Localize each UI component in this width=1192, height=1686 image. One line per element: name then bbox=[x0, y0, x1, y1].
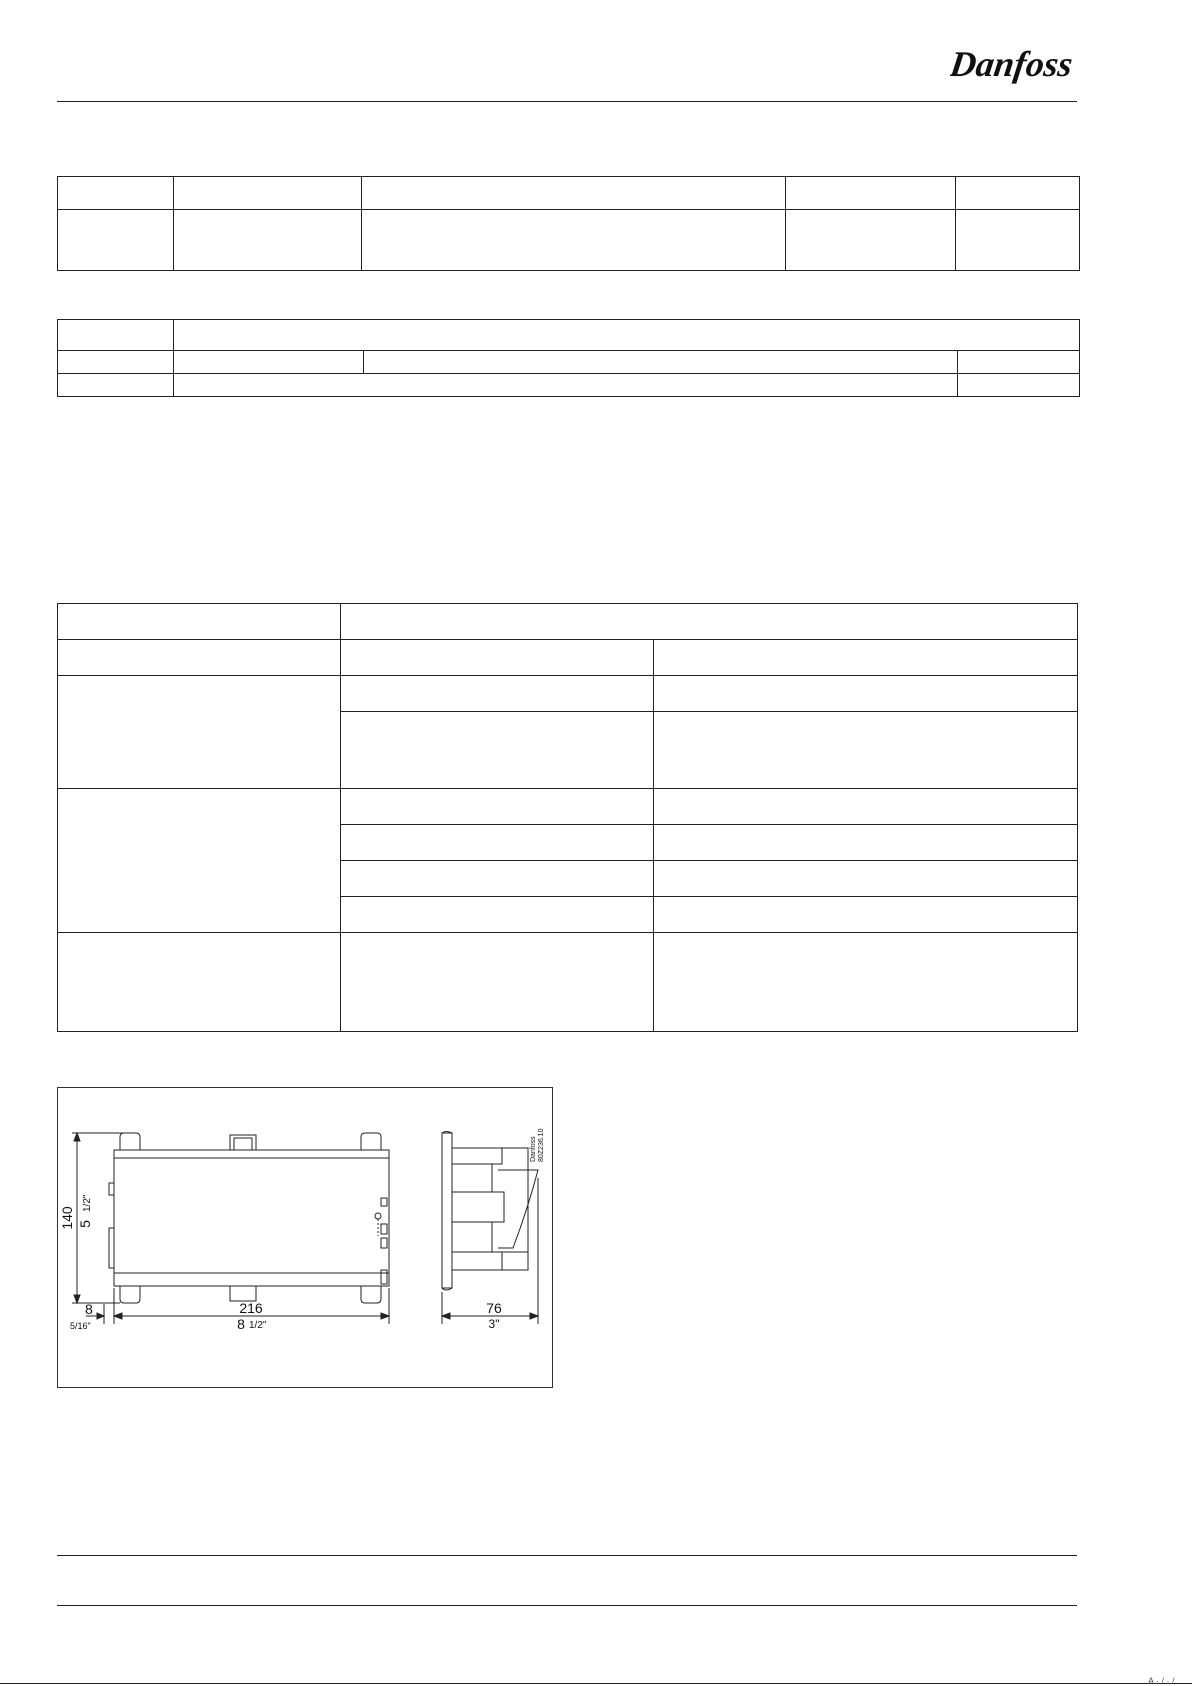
height-mm-label: 140 bbox=[59, 1206, 75, 1230]
table-cell bbox=[654, 676, 1078, 712]
table-cell bbox=[956, 177, 1080, 210]
table-row bbox=[58, 676, 1078, 712]
table-cell bbox=[174, 320, 1080, 351]
table-cell bbox=[58, 351, 174, 374]
depth-mm-label: 76 bbox=[486, 1300, 502, 1316]
table-row bbox=[58, 351, 1080, 374]
table-cell bbox=[58, 210, 174, 271]
table-cell bbox=[341, 897, 654, 933]
mounting-tab bbox=[120, 1286, 140, 1303]
mounting-tab bbox=[361, 1286, 381, 1303]
svg-text:Danfoss: Danfoss bbox=[950, 44, 1076, 84]
table-row bbox=[58, 789, 1078, 825]
bottom-clip bbox=[230, 1286, 256, 1301]
table-row bbox=[58, 933, 1078, 1032]
front-view-body bbox=[114, 1150, 389, 1286]
table-cell bbox=[341, 789, 654, 825]
offset-mm-label: 8 bbox=[85, 1301, 93, 1317]
table-cell bbox=[786, 210, 956, 271]
table-cell bbox=[958, 374, 1080, 397]
table-cell bbox=[58, 933, 341, 1032]
table-cell bbox=[341, 825, 654, 861]
dimension-drawing bbox=[57, 1087, 553, 1388]
table-cell bbox=[654, 861, 1078, 897]
table-cell bbox=[956, 210, 1080, 271]
footer-rule-bottom bbox=[57, 1605, 1077, 1606]
table-cell bbox=[58, 640, 341, 676]
table-row bbox=[58, 604, 1078, 640]
height-inch-whole-label: 5 bbox=[77, 1220, 93, 1228]
width-mm-label: 216 bbox=[239, 1300, 263, 1316]
table-cell bbox=[654, 640, 1078, 676]
table-cell bbox=[654, 825, 1078, 861]
header-rule bbox=[57, 101, 1077, 102]
table-cell bbox=[341, 933, 654, 1032]
table-row bbox=[58, 210, 1080, 271]
mounting-tab bbox=[120, 1133, 140, 1150]
table-cell bbox=[364, 351, 958, 374]
dimension-drawing-svg bbox=[58, 1088, 552, 1387]
table-cell bbox=[58, 604, 341, 640]
table-cell bbox=[786, 177, 956, 210]
height-inch-fraction-label: 1/2" bbox=[82, 1194, 93, 1212]
danfoss-logo-graphic bbox=[950, 38, 1076, 88]
table-cell bbox=[174, 374, 958, 397]
table-cell bbox=[362, 210, 786, 271]
width-inch-fraction-label: 1/2" bbox=[249, 1320, 267, 1331]
side-view-part bbox=[452, 1148, 502, 1164]
table-row bbox=[58, 177, 1080, 210]
table-cell bbox=[654, 897, 1078, 933]
table-cell bbox=[58, 374, 174, 397]
table-cell bbox=[341, 604, 1078, 640]
accessories-table bbox=[57, 319, 1080, 397]
side-view-base bbox=[442, 1133, 452, 1288]
table-cell bbox=[58, 177, 174, 210]
table-cell bbox=[174, 177, 362, 210]
table-row bbox=[58, 374, 1080, 397]
table-cell bbox=[341, 861, 654, 897]
table-cell bbox=[654, 712, 1078, 789]
table-cell bbox=[58, 320, 174, 351]
table-cell bbox=[362, 177, 786, 210]
table-cell bbox=[174, 210, 362, 271]
drawing-stamp-line2: 80Z236.10 bbox=[538, 1128, 545, 1162]
offset-inch-label: 5/16" bbox=[70, 1321, 91, 1331]
footer-rule-top bbox=[57, 1555, 1077, 1556]
table-cell bbox=[341, 640, 654, 676]
width-inch-whole-label: 8 bbox=[237, 1316, 245, 1332]
drawing-stamp-line1: Danfoss bbox=[530, 1136, 537, 1162]
ordering-table bbox=[57, 176, 1080, 271]
danfoss-logo bbox=[950, 38, 1076, 88]
table-cell bbox=[654, 789, 1078, 825]
table-row bbox=[58, 320, 1080, 351]
table-row bbox=[58, 640, 1078, 676]
table-cell bbox=[341, 712, 654, 789]
depth-inch-label: 3" bbox=[488, 1317, 500, 1331]
technical-data-table bbox=[57, 603, 1078, 1032]
page-bottom-rule bbox=[0, 1683, 1192, 1684]
footer-code: A · / · / bbox=[1148, 1676, 1175, 1686]
table-cell bbox=[654, 933, 1078, 1032]
table-cell bbox=[58, 789, 341, 933]
mounting-tab bbox=[361, 1133, 381, 1150]
table-cell bbox=[174, 351, 364, 374]
table-cell bbox=[958, 351, 1080, 374]
table-cell bbox=[341, 676, 654, 712]
table-cell bbox=[58, 676, 341, 789]
